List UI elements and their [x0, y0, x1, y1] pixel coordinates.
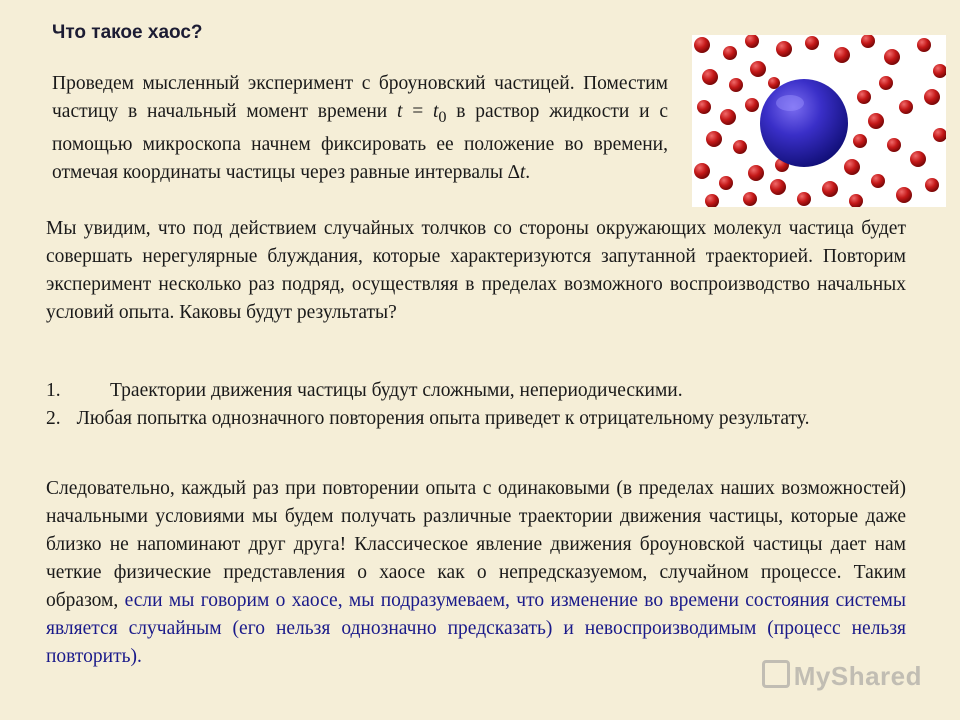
watermark-text: MyShared — [793, 661, 922, 691]
brownian-particle-image — [692, 35, 946, 207]
conclusion-text-highlight: если мы говорим о хаосе, мы подразумеваем, что изменение во времени состояния системы является случайным (его нельзя однозначно предсказать) и невоспроизводимым (процесс нельзя повторить). — [46, 590, 906, 667]
var-t0: t — [432, 101, 439, 122]
conclusion-text-a: Следовательно, каждый раз при повторении опыта с одинаковыми (в пределах наших возможностей) начальными условиями мы будем получать различные траектории движения частицы, которые даже близко не напоминают друг друга! Классическое явление движения броуновской частицы дает нам четкие физические представления о хаосе как о непредсказуемом, случайном процессе. Таким образом, — [46, 478, 906, 611]
observation-paragraph: Мы увидим, что под действием случайных толчков со стороны окружающих молекул частица будет совершать нерегулярные блуждания, которые характеризуются запутанной траекторией. Повторим эксперимент несколько раз подряд, осуществляя в пределах возможного воспроизводство начальных условий опыта. Каковы будут результаты? — [46, 218, 906, 323]
delta-symbol: ∆ — [507, 161, 520, 183]
brownian-particle-illustration — [692, 35, 946, 207]
slide-title: Что такое хаос? — [52, 22, 203, 43]
list-item — [46, 377, 906, 405]
list-text: Траектории движения частицы будут сложными, непериодическими. — [110, 380, 683, 401]
presentation-icon — [762, 660, 790, 688]
list-text: Любая попытка однозначного повторения опыта приведет к отрицательному результату. — [76, 408, 810, 429]
var-dt: t — [519, 161, 526, 183]
brownian-particle — [760, 79, 848, 167]
equals: = — [402, 101, 433, 122]
intro-text-a: Проведем мысленный эксперимент с броуновский частицей. Поместим частицу в начальный момент времени — [52, 73, 668, 122]
intro-text-b: в раствор жидкости и с помощью микроскопа начнем фиксировать ее положение во времени, отмечая координаты частицы через равные интервалы — [52, 101, 669, 183]
intro-paragraph — [52, 70, 668, 187]
results-list — [46, 377, 906, 433]
list-item — [46, 405, 906, 433]
list-number: 1. — [46, 380, 61, 401]
var-t: t — [397, 101, 403, 122]
watermark — [762, 660, 922, 692]
list-number: 2. — [46, 408, 61, 429]
intro-end: . — [525, 161, 531, 183]
conclusion-paragraph — [46, 475, 906, 671]
var-t0-sub: 0 — [438, 107, 447, 126]
